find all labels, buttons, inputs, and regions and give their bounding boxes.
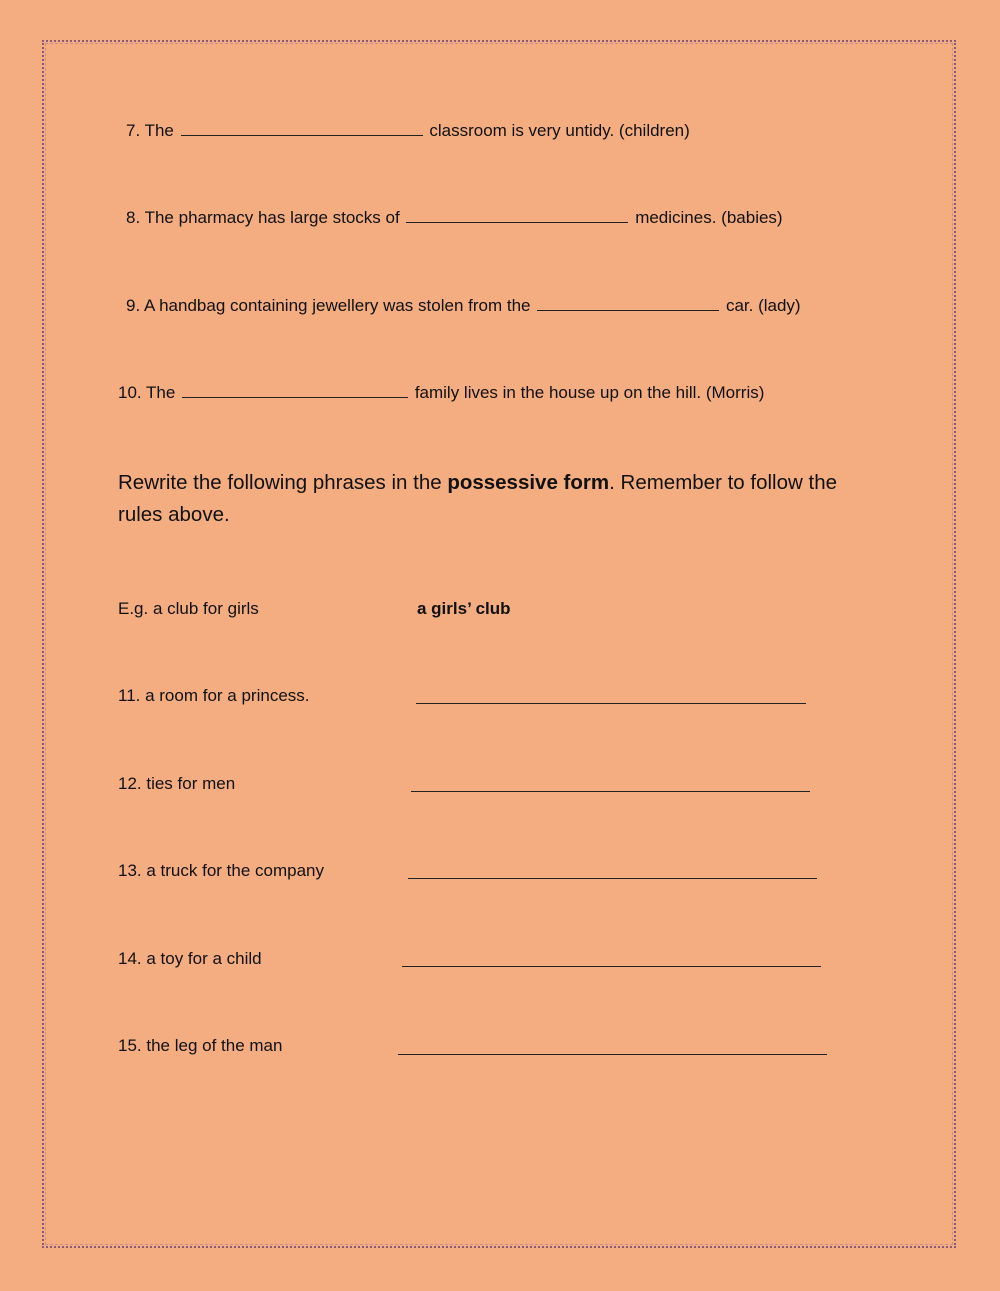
phrase-11: 11. a room for a princess. xyxy=(118,686,310,705)
phrase-13: 13. a truck for the company xyxy=(118,861,324,880)
phrase-14: 14. a toy for a child xyxy=(118,949,262,968)
sentence-10-start: 10. The xyxy=(118,383,176,402)
answer-blank-8[interactable] xyxy=(406,206,628,223)
answer-line-14[interactable] xyxy=(402,965,821,967)
instruction-text xyxy=(118,467,878,531)
sentence-7-end: classroom is very untidy. (children) xyxy=(429,121,690,140)
sentence-10 xyxy=(118,381,764,403)
sentence-10-end: family lives in the house up on the hill. (Morris) xyxy=(414,383,765,402)
answer-blank-10[interactable] xyxy=(182,381,408,398)
sentence-7-start: 7. The xyxy=(126,121,174,140)
answer-line-12[interactable] xyxy=(411,790,810,792)
instruction-bold: possessive form xyxy=(447,471,610,494)
sentence-7 xyxy=(126,119,690,141)
sentence-8-end: medicines. (babies) xyxy=(635,208,783,227)
sentence-9 xyxy=(126,294,801,316)
answer-blank-7[interactable] xyxy=(181,119,423,136)
sentence-9-end: car. (lady) xyxy=(725,296,801,315)
instruction-after: . Remember to follow the rules above. xyxy=(118,471,837,526)
answer-line-15[interactable] xyxy=(398,1053,827,1055)
answer-line-13[interactable] xyxy=(408,877,817,879)
answer-blank-9[interactable] xyxy=(537,294,719,311)
example-answer: a girls’ club xyxy=(417,599,511,618)
phrase-15: 15. the leg of the man xyxy=(118,1036,283,1055)
instruction-before: Rewrite the following phrases in the xyxy=(118,471,448,494)
sentence-8 xyxy=(126,206,783,228)
phrase-12: 12. ties for men xyxy=(118,774,236,793)
answer-line-11[interactable] xyxy=(416,702,806,704)
sentence-8-start: 8. The pharmacy has large stocks of xyxy=(126,208,400,227)
example-phrase: E.g. a club for girls xyxy=(118,599,259,618)
sentence-9-start: 9. A handbag containing jewellery was stolen from the xyxy=(126,296,531,315)
